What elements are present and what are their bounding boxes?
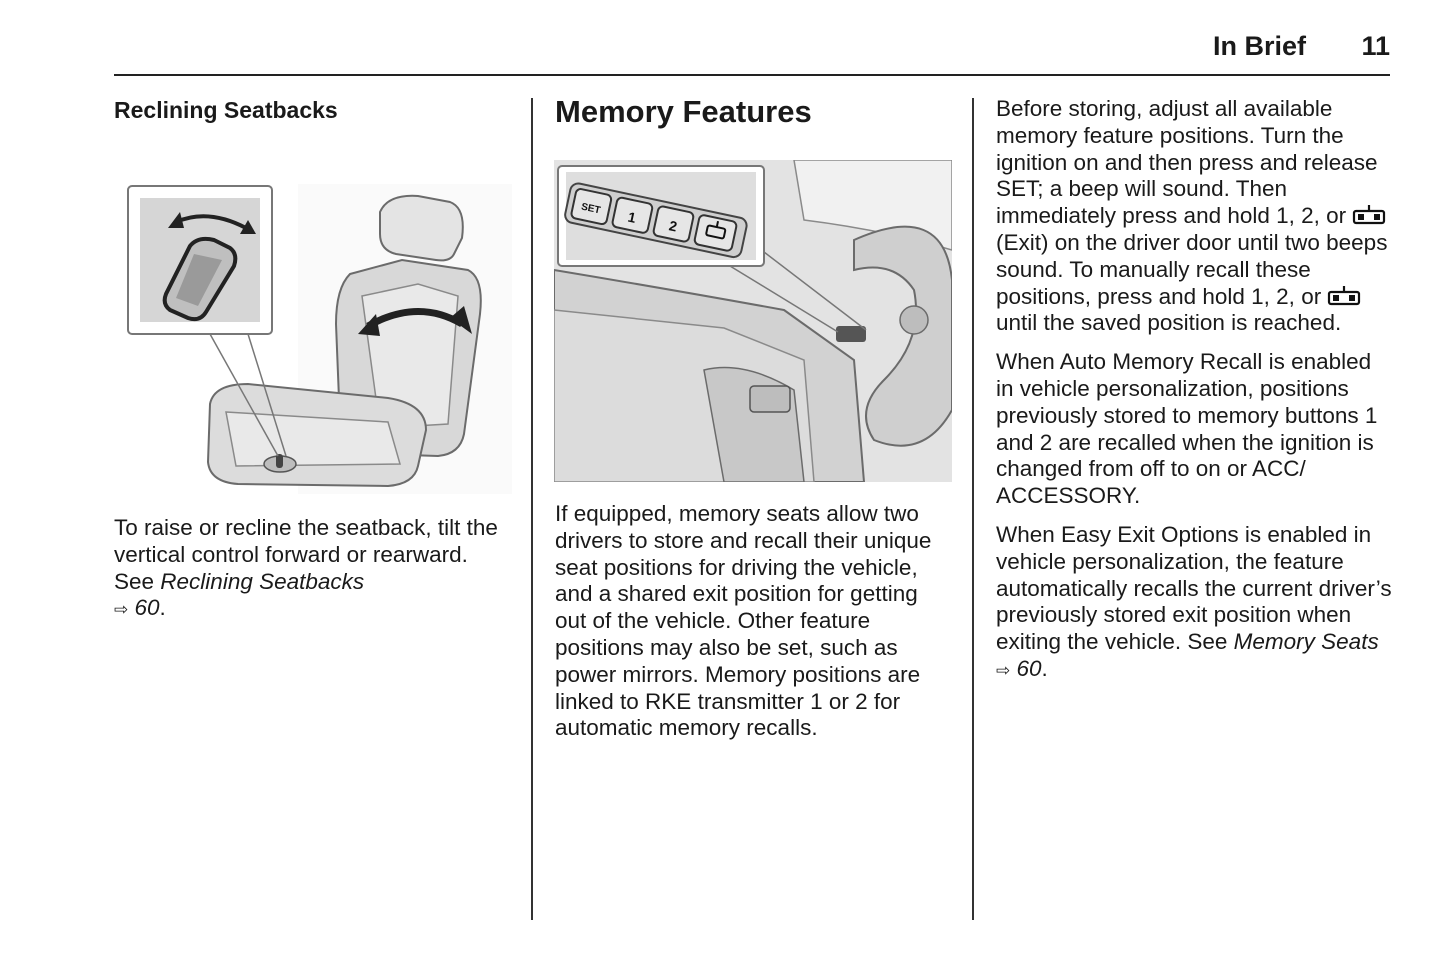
seat-recline-illustration xyxy=(118,184,512,494)
auto-memory-paragraph: When Auto Memory Recall is enabled in vehicle personalization, positions previously stored to memory buttons 1 and 2 are recalled when the ignition is changed from off to on or ACC/ ACCESSORY. xyxy=(996,349,1378,509)
column-divider xyxy=(972,98,974,920)
column-left xyxy=(114,96,512,636)
exit-seat-icon xyxy=(1352,205,1386,225)
storing-paragraph: Before storing, adjust all available memory feature positions. Turn the ignition on and then press and release SET; a beep will sound. Then immediately press and hold 1, 2, or (Exit) on the driver door until two beeps sound. To manually recall these positions, press and hold 1, 2, or until the saved position is reached. xyxy=(996,96,1388,336)
column-middle xyxy=(555,96,953,754)
exit-seat-icon xyxy=(1327,286,1361,306)
page-number: 11 xyxy=(1361,31,1390,61)
set-button-label: SET xyxy=(580,201,602,217)
cross-reference-arrow-icon: ⇨ xyxy=(996,660,1011,680)
section-heading: Reclining Seatbacks xyxy=(114,97,338,123)
xref-page[interactable]: 60 xyxy=(1016,655,1042,681)
button-1-label: 1 xyxy=(626,208,638,226)
xref-page[interactable]: 60 xyxy=(134,595,160,621)
column-divider xyxy=(531,98,533,920)
memory-intro-paragraph: If equipped, memory seats allow two drivers to store and recall their unique seat positions for driving the vehicle, and a shared exit position for getting out of the vehicle. Other feature positions may also be set, such as power mirrors. Memory positions are linked to RKE transmitter 1 or 2 for automatic memory recalls. xyxy=(555,501,932,741)
xref-link[interactable]: Memory Seats xyxy=(1233,629,1379,655)
column-right xyxy=(996,96,1394,697)
main-title: Memory Features xyxy=(555,94,812,129)
easy-exit-paragraph: When Easy Exit Options is enabled in vehicle personalization, the feature automatically recalls the current driver’s previously stored exit position when exiting the vehicle. See Memory Seats ⇨ 60. xyxy=(996,521,1392,681)
memory-buttons-illustration xyxy=(554,160,952,482)
xref-link[interactable]: Reclining Seatbacks xyxy=(160,568,365,594)
cross-reference-arrow-icon: ⇨ xyxy=(114,600,129,620)
button-2-label: 2 xyxy=(667,217,679,235)
section-title: In Brief xyxy=(1212,31,1306,61)
seatback-paragraph: To raise or recline the seatback, tilt the vertical control forward or rearward. See Reclining Seatbacks ⇨ 60. xyxy=(114,515,498,621)
page-header xyxy=(114,28,1390,76)
